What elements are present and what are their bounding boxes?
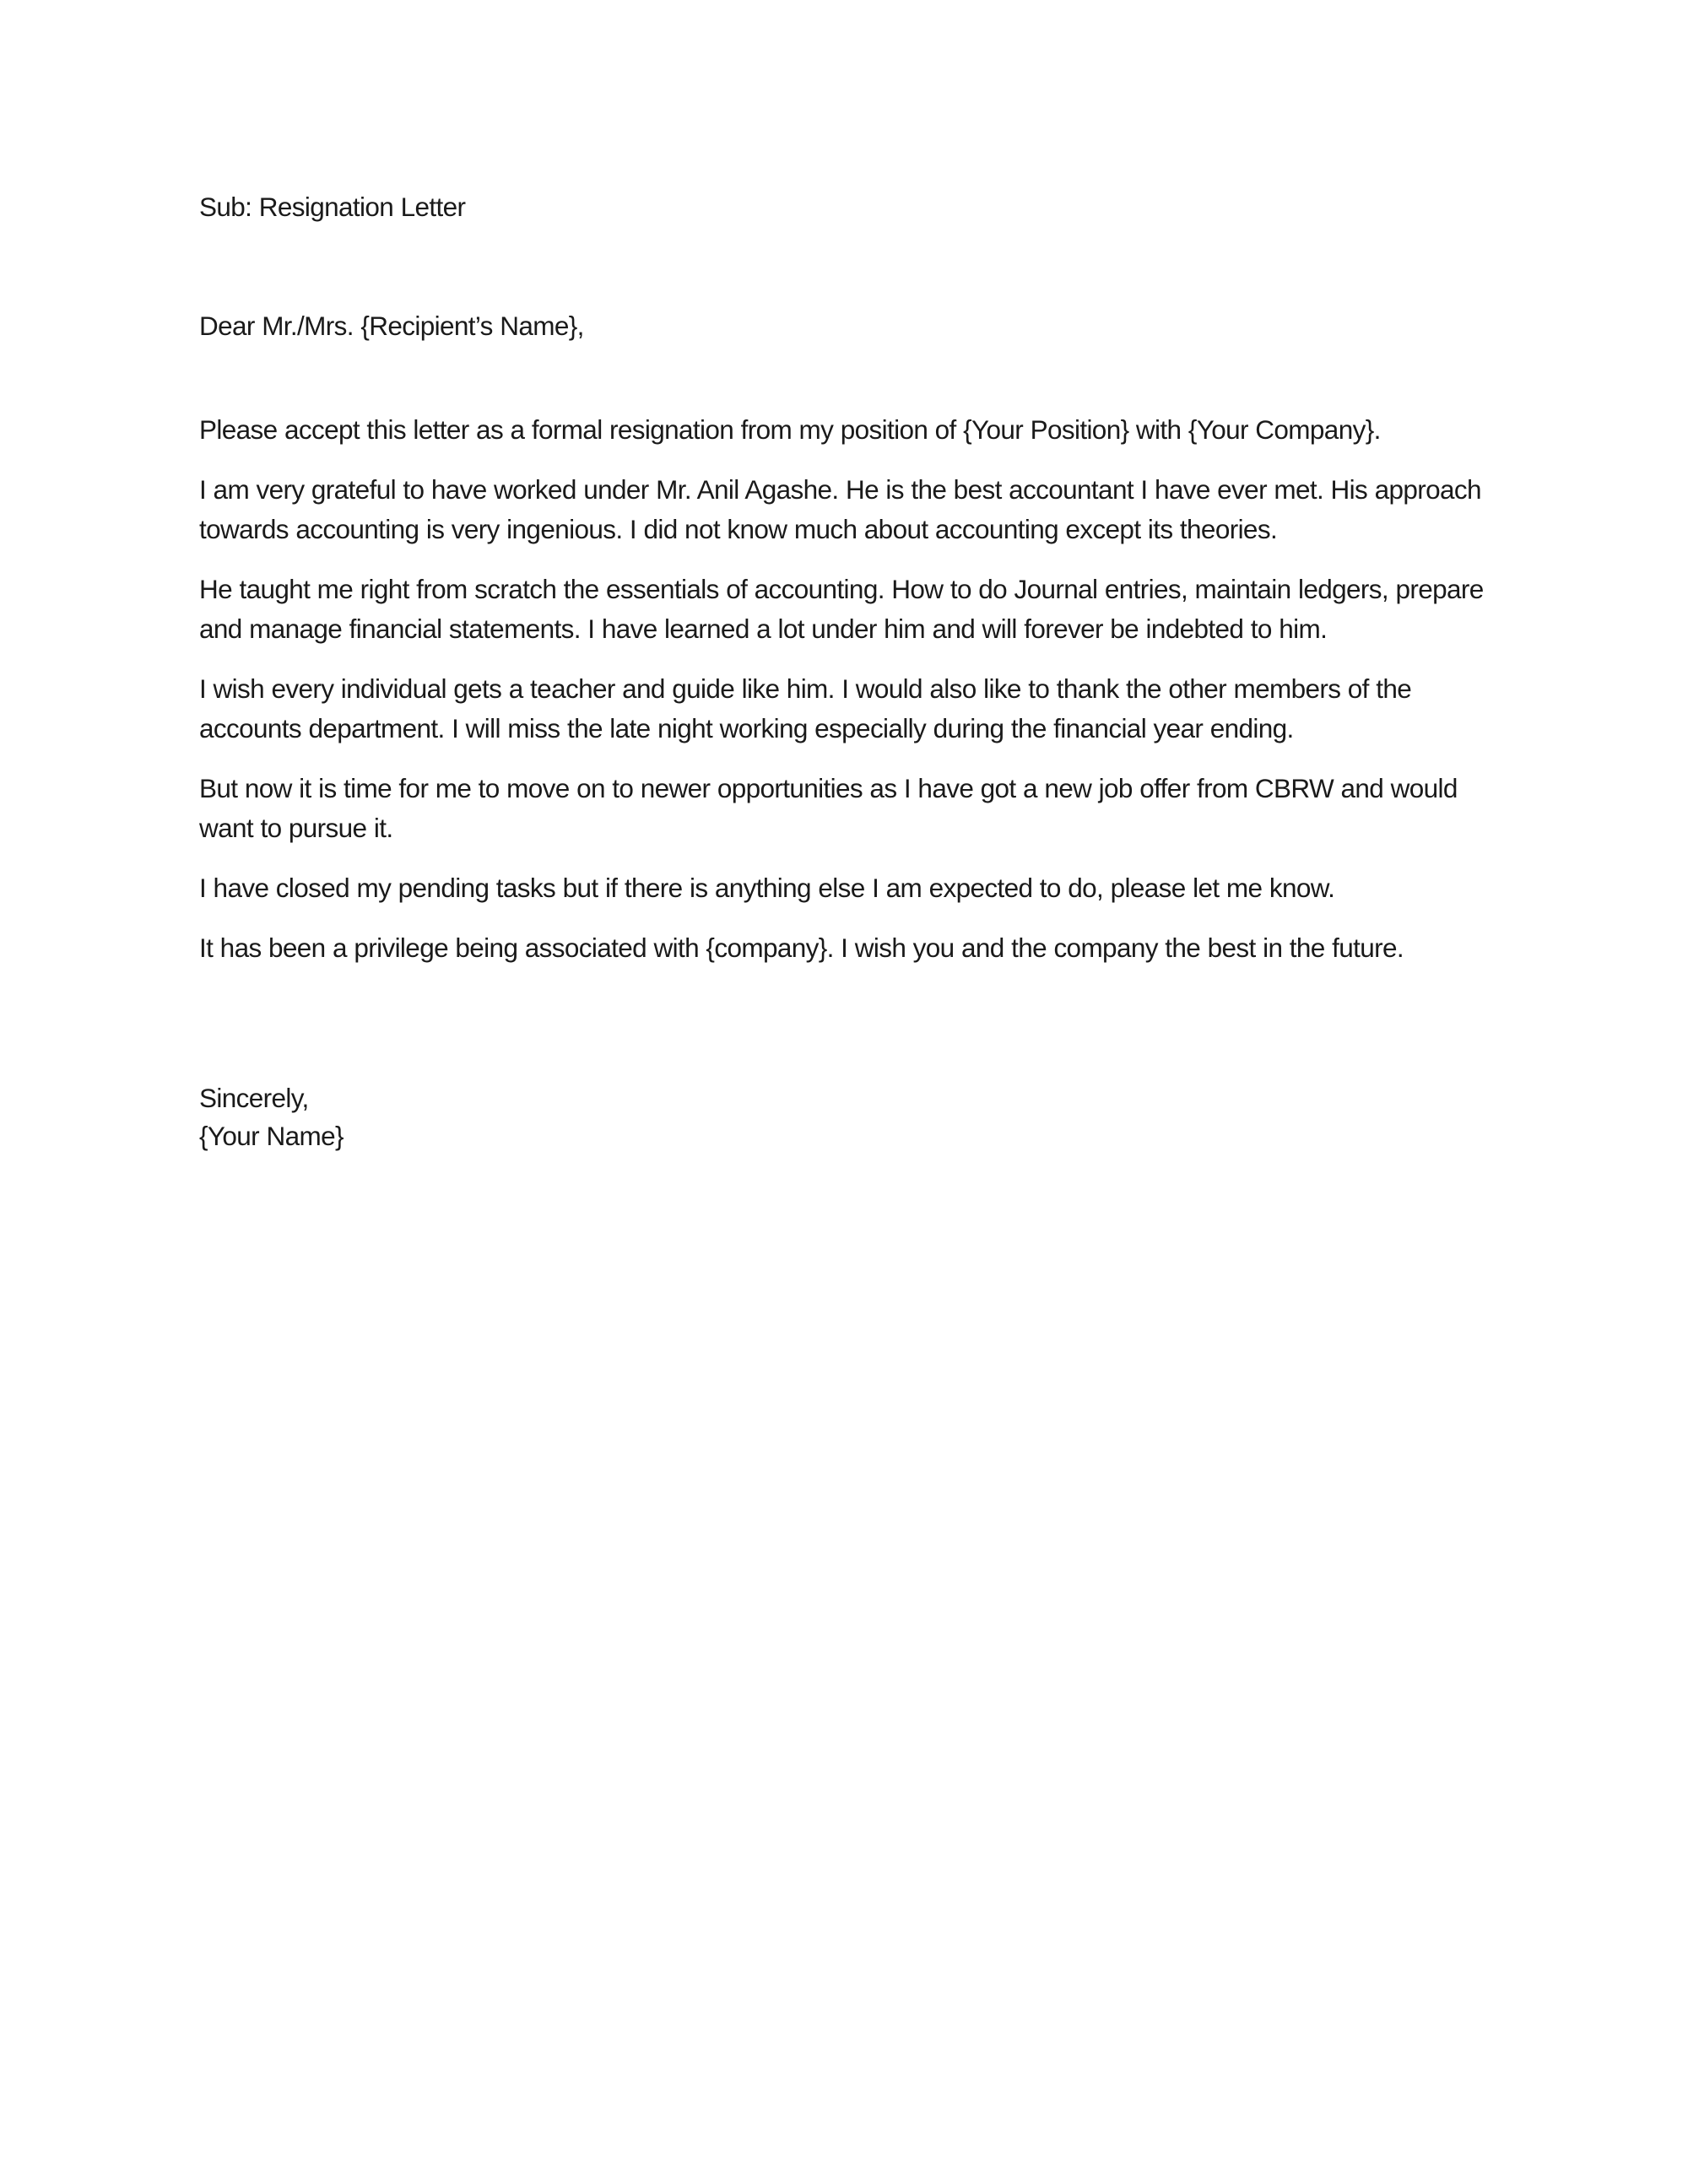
signer-name-line: {Your Name}	[199, 1121, 344, 1151]
subject-line: Sub: Resignation Letter	[199, 192, 466, 222]
body-paragraph-7: It has been a privilege being associated with {company}. I wish you and the company the best in the future.	[199, 933, 1404, 963]
body-paragraph-3: He taught me right from scratch the essentials of accounting. How to do Journal entries, maintain ledgers, prepare and manage financial statements. I have learned a lot under him and will forever be indebted to him.	[199, 574, 1484, 644]
signature-block	[199, 1079, 1492, 1155]
body-paragraph-2: I am very grateful to have worked under Mr. Anil Agashe. He is the best accountant I have ever met. His approach towards accounting is very ingenious. I did not know much about accounting except its theories.	[199, 474, 1481, 544]
body-paragraph-6: I have closed my pending tasks but if there is anything else I am expected to do, please let me know.	[199, 873, 1335, 903]
valediction-line: Sincerely,	[199, 1083, 309, 1113]
letter-body	[199, 187, 1492, 1155]
body-paragraph-1: Please accept this letter as a formal resignation from my position of {Your Position} with {Your Company}.	[199, 414, 1381, 445]
body-paragraph-5: But now it is time for me to move on to newer opportunities as I have got a new job offer from CBRW and would want to pursue it.	[199, 773, 1458, 843]
salutation-line: Dear Mr./Mrs. {Recipient’s Name},	[199, 311, 584, 341]
body-paragraph-4: I wish every individual gets a teacher and guide like him. I would also like to thank the other members of the accounts department. I will miss the late night working especially during the financial year ending.	[199, 673, 1412, 743]
blank-page-area	[0, 1350, 1688, 2184]
